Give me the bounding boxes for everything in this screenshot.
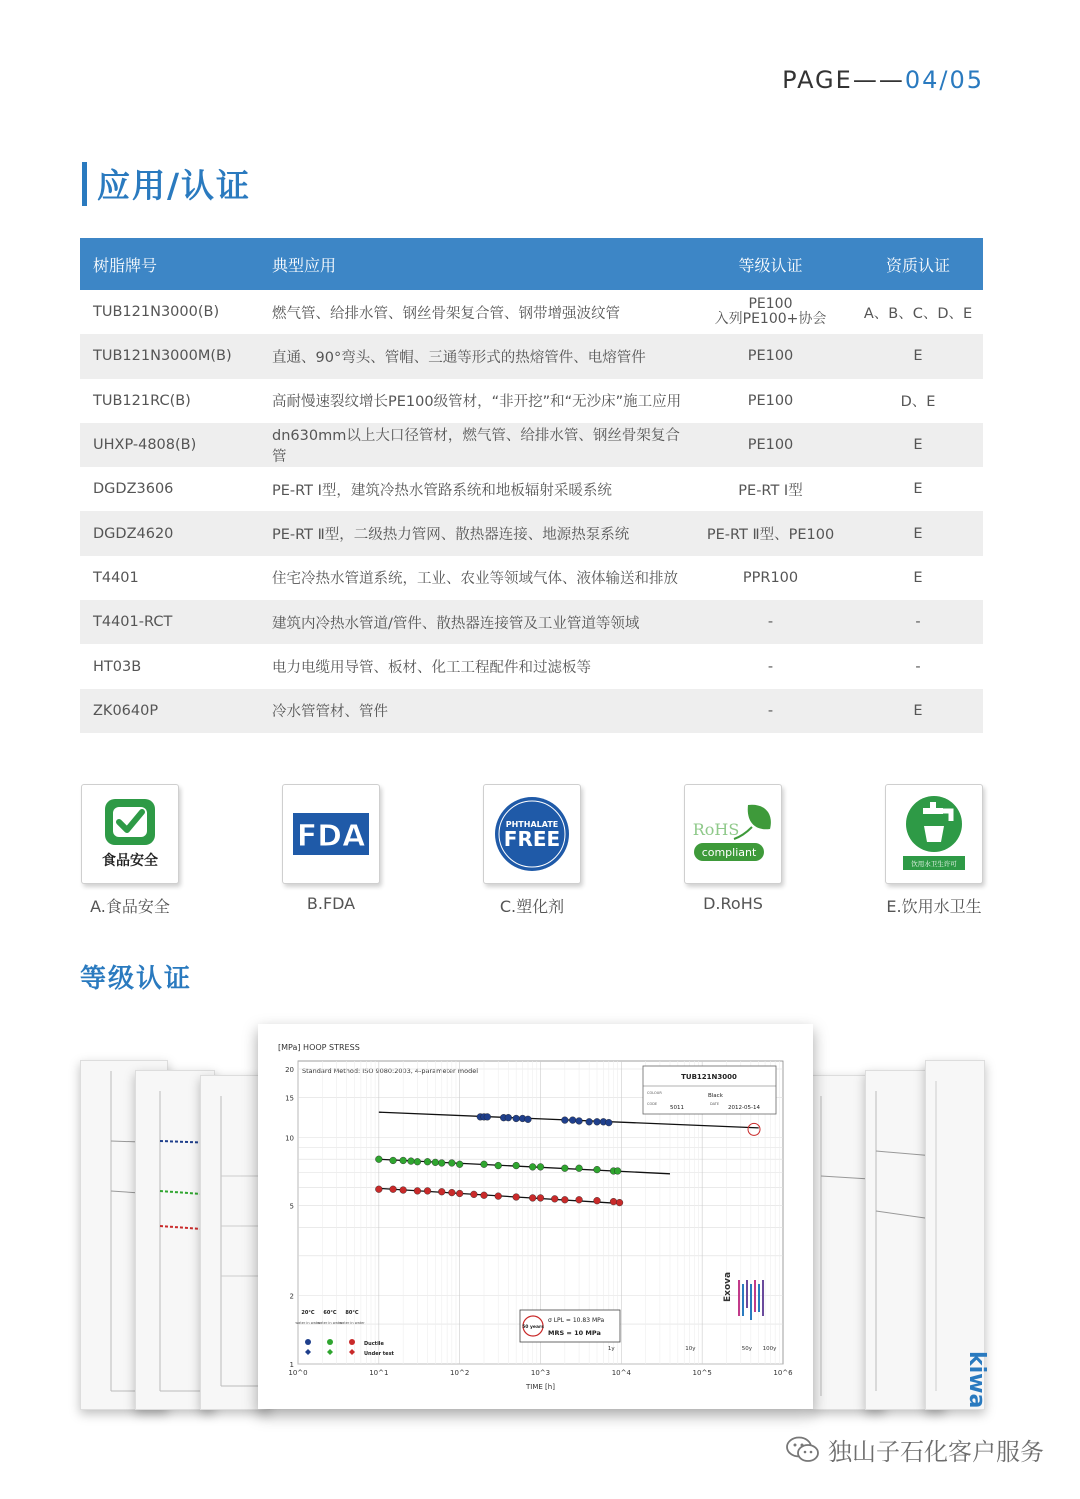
data-point <box>561 1117 568 1124</box>
data-point <box>448 1189 455 1196</box>
data-point <box>537 1164 544 1171</box>
cell-grade: T4401 <box>93 569 139 586</box>
table-row <box>80 511 983 555</box>
info-date: 2012-05-14 <box>728 1105 760 1111</box>
legend-ductile-marker <box>305 1339 311 1345</box>
data-point <box>424 1158 431 1165</box>
cell-rating: PE100 <box>747 348 794 365</box>
data-point <box>529 1195 536 1202</box>
cell-application: 冷水管管材、管件 <box>272 704 388 721</box>
x-tick-label: 10^5 <box>692 1369 712 1377</box>
cell-qualification: E <box>913 481 923 498</box>
cell-rating: - <box>767 702 774 719</box>
legend-ductile-label: Ductile <box>364 1341 384 1347</box>
time-marker-label: 1y <box>607 1346 615 1352</box>
data-point <box>481 1192 488 1199</box>
x-tick-label: 10^6 <box>773 1369 793 1377</box>
table-row <box>80 423 983 467</box>
hoop-stress-chart <box>258 1024 813 1409</box>
brand-logo-bar <box>738 1280 740 1316</box>
time-marker-label: 100y <box>762 1346 777 1352</box>
brand-logo-bar <box>754 1280 756 1312</box>
cell-application: PE-RT Ⅱ型，二级热力管网、散热器连接、地源热泵系统 <box>272 527 630 544</box>
header-rating: 等级认证 <box>738 255 803 275</box>
rating-line-1: PE100 <box>748 296 793 313</box>
data-point <box>375 1156 382 1163</box>
cell-grade: HT03B <box>93 658 142 675</box>
svg-text:compliant: compliant <box>701 846 757 859</box>
cell-qualification: E <box>913 702 923 719</box>
data-point <box>513 1115 520 1122</box>
regression-line <box>379 1159 670 1174</box>
data-point <box>471 1191 478 1198</box>
certificate-collage <box>75 1020 989 1415</box>
header-application: 典型应用 <box>272 255 337 275</box>
brand-logo-bar <box>742 1284 744 1316</box>
cell-application: 电力电缆用导管、板材、化工工程配件和过滤板等 <box>272 660 591 677</box>
cell-application: 直通、90°弯头、管帽、三通等形式的热熔管件、电熔管件 <box>272 349 646 366</box>
legend-ductile-marker <box>349 1339 355 1345</box>
x-tick-label: 10^1 <box>369 1369 389 1377</box>
years-badge-text: 50 years <box>522 1325 544 1330</box>
legend-under-test-label: Under test <box>364 1351 394 1357</box>
data-point <box>513 1162 520 1169</box>
table-row <box>80 689 983 733</box>
table-row <box>80 290 983 334</box>
data-point <box>525 1116 532 1123</box>
badge-caption: D.RoHS <box>703 894 763 913</box>
cell-application: 建筑内冷热水管道/管件、散热器连接管及工业管道等领域 <box>272 615 640 632</box>
data-point <box>616 1199 623 1206</box>
brand-logo-bar <box>746 1280 748 1308</box>
table-row <box>80 600 983 644</box>
table-row <box>80 644 983 688</box>
brand-logo-bar <box>762 1280 764 1316</box>
table-row <box>80 556 983 600</box>
wechat-icon <box>786 1436 820 1464</box>
table-body <box>80 290 983 733</box>
chart-subtitle: Standard Method: ISO 9080:2003, 4-parameter model <box>302 1067 479 1075</box>
cell-grade: UHXP-4808(B) <box>93 437 197 454</box>
y-tick-label: 10 <box>285 1134 294 1143</box>
data-point <box>586 1118 593 1125</box>
legend-medium: water in water <box>295 1321 321 1325</box>
cell-qualification: - <box>915 614 921 631</box>
legend-medium: water in water <box>317 1321 343 1325</box>
rating-title: 等级认证 <box>80 964 193 994</box>
data-point <box>610 1198 617 1205</box>
hoop-stress-chart-card <box>258 1024 813 1409</box>
info-code: 5011 <box>670 1105 684 1111</box>
y-tick-label: 1 <box>289 1361 294 1369</box>
data-point <box>513 1194 520 1201</box>
cell-grade: TUB121N3000M(B) <box>93 348 232 365</box>
cell-grade: ZK0640P <box>93 702 159 719</box>
table-row <box>80 467 983 511</box>
data-point <box>576 1196 583 1203</box>
data-point <box>408 1158 415 1165</box>
data-point <box>414 1158 421 1165</box>
data-point <box>390 1157 397 1164</box>
data-point <box>400 1157 407 1164</box>
page-number-value: 04/05 <box>904 66 984 94</box>
brand-logo-bar <box>750 1284 752 1320</box>
y-tick-label: 15 <box>285 1094 294 1103</box>
x-tick-label: 10^3 <box>530 1369 551 1377</box>
data-point <box>484 1113 491 1120</box>
account-watermark <box>786 1432 1044 1467</box>
cell-qualification: E <box>913 348 923 365</box>
data-point <box>448 1160 455 1167</box>
x-tick-label: 10^0 <box>288 1369 308 1377</box>
cell-rating: PE-RT Ⅱ型、PE100 <box>706 527 835 544</box>
badge-drinking-water <box>884 784 984 917</box>
x-tick-label: 10^2 <box>450 1369 470 1377</box>
data-point <box>438 1188 445 1195</box>
data-point <box>605 1119 612 1126</box>
cell-application: PE-RT Ⅰ型，建筑冷热水管路系统和地板辐射采暖系统 <box>272 482 612 499</box>
cell-grade: DGDZ4620 <box>93 525 174 542</box>
data-point <box>456 1190 463 1197</box>
cell-application: dn630mm以上大口径管材，燃气管、给排水管、钢丝骨架复合管 <box>272 428 680 466</box>
legend-under-test-marker <box>349 1349 355 1355</box>
page-label: PAGE <box>782 66 853 94</box>
x-axis-label: TIME [h] <box>526 1383 555 1391</box>
info-material: TUB121N3000 <box>681 1073 737 1081</box>
cell-application: 燃气管、给排水管、钢丝骨架复合管、钢带增强波纹管 <box>272 305 620 322</box>
cell-rating: - <box>767 658 774 675</box>
data-point <box>561 1196 568 1203</box>
svg-text:RoHS: RoHS <box>692 820 740 839</box>
header-grade: 树脂牌号 <box>93 255 158 275</box>
badge-caption: E.饮用水卫生 <box>886 897 982 916</box>
page-number <box>782 66 984 94</box>
phthalate-free-icon <box>492 794 572 874</box>
cell-rating: PE100 <box>747 437 794 454</box>
section-title-text: 应用/认证 <box>97 166 252 205</box>
cell-rating: PE-RT Ⅰ型 <box>738 482 803 499</box>
cell-grade: T4401-RCT <box>93 614 173 631</box>
result-sigma: σ LPL = 10.83 MPa <box>548 1317 605 1324</box>
badge-phthalate-free <box>482 784 582 917</box>
certification-badges <box>80 784 983 924</box>
chart-title: [MPa] HOOP STRESS <box>278 1043 360 1052</box>
data-point <box>576 1165 583 1172</box>
extrapolation-marker <box>748 1123 760 1135</box>
food-safety-icon <box>95 795 165 873</box>
cell-application: 高耐慢速裂纹增长PE100级管材，“非开挖”和“无沙床”施工应用 <box>272 394 682 411</box>
x-tick-label: 10^4 <box>611 1369 631 1377</box>
data-point <box>414 1187 421 1194</box>
svg-text:FDA: FDA <box>296 819 366 854</box>
cell-application: 住宅冷热水管道系统，工业、农业等领域气体、液体输送和排放 <box>272 571 678 588</box>
brand-label: Exova <box>723 1271 733 1302</box>
y-tick-label: 5 <box>289 1202 294 1211</box>
badge-caption: A.食品安全 <box>90 897 170 916</box>
legend-temperature: 80°C <box>345 1310 359 1316</box>
legend-under-test-marker <box>305 1349 311 1355</box>
data-point <box>495 1162 502 1169</box>
legend-temperature: 60°C <box>323 1310 337 1316</box>
data-point <box>424 1187 431 1194</box>
y-tick-label: 20 <box>285 1066 294 1074</box>
legend-ductile-marker <box>327 1339 333 1345</box>
data-point <box>390 1186 397 1193</box>
data-point <box>561 1165 568 1172</box>
time-marker-label: 50y <box>741 1346 753 1352</box>
cell-qualification: E <box>913 437 923 454</box>
cell-qualification: E <box>913 525 923 542</box>
cell-grade: TUB121RC(B) <box>93 392 191 409</box>
watermark-text: 独山子石化客户服务 <box>828 1438 1044 1466</box>
result-mrs: MRS = 10 MPa <box>548 1329 601 1337</box>
data-point <box>569 1117 576 1124</box>
data-point <box>594 1197 601 1204</box>
data-point <box>432 1159 439 1166</box>
data-point <box>551 1195 558 1202</box>
badge-caption: C.塑化剂 <box>499 897 565 916</box>
regression-line <box>379 1112 759 1128</box>
svg-text:食品安全: 食品安全 <box>102 853 158 869</box>
badge-food-safety <box>80 784 180 917</box>
legend-under-test-marker <box>327 1349 333 1355</box>
y-tick-label: 2 <box>289 1292 294 1301</box>
rohs-icon <box>690 799 776 869</box>
table-row <box>80 379 983 423</box>
legend-medium: water in water <box>339 1321 365 1325</box>
cell-rating: - <box>767 614 774 631</box>
background-certificate-sheet <box>925 1060 989 1410</box>
cell-qualification: A、B、C、D、E <box>863 305 973 322</box>
data-point <box>576 1118 583 1125</box>
table-row <box>80 334 983 378</box>
svg-text:饮用水卫生许可: 饮用水卫生许可 <box>911 860 957 868</box>
data-point <box>529 1164 536 1171</box>
info-colour-label: COLOUR <box>647 1091 662 1095</box>
data-point <box>456 1161 463 1168</box>
data-point <box>505 1114 512 1121</box>
cell-grade: DGDZ3606 <box>93 481 174 498</box>
data-point <box>614 1168 621 1175</box>
section-title <box>82 160 251 207</box>
info-colour: Black <box>708 1093 723 1099</box>
data-point <box>495 1193 502 1200</box>
title-accent-bar <box>82 162 87 206</box>
svg-text:PHTHALATE: PHTHALATE <box>505 820 559 829</box>
time-marker-label: 10y <box>685 1346 696 1352</box>
cell-rating: PPR100 <box>742 569 799 586</box>
drinking-water-icon <box>899 794 969 874</box>
cell-grade: TUB121N3000(B) <box>93 304 220 321</box>
legend-temperature: 20°C <box>301 1310 315 1316</box>
brand-logo-bar <box>758 1284 760 1312</box>
table-header-row <box>80 238 983 290</box>
badge-fda <box>281 784 381 913</box>
page-dash: —— <box>852 66 905 94</box>
data-point <box>400 1187 407 1194</box>
data-point <box>594 1166 601 1173</box>
data-point <box>594 1118 601 1125</box>
cell-qualification: - <box>915 658 921 675</box>
cell-qualification: E <box>913 569 923 586</box>
data-point <box>537 1195 544 1202</box>
rating-line-2: 入列PE100+协会 <box>714 311 827 328</box>
cell-qualification: D、E <box>900 394 936 411</box>
data-point <box>375 1186 382 1193</box>
info-code-label: CODE <box>647 1102 658 1106</box>
data-point <box>481 1161 488 1168</box>
badge-rohs <box>683 784 783 913</box>
badge-caption: B.FDA <box>306 894 356 913</box>
fda-icon <box>291 809 371 859</box>
svg-text:kiwa: kiwa <box>964 1351 989 1409</box>
cell-rating: PE100 <box>747 392 794 409</box>
header-qualification: 资质认证 <box>885 255 950 275</box>
resin-grade-table <box>80 238 983 733</box>
info-date-label: DATE <box>710 1102 720 1106</box>
svg-text:FREE: FREE <box>503 827 561 851</box>
cell-rating <box>688 290 853 334</box>
data-point <box>438 1160 445 1167</box>
